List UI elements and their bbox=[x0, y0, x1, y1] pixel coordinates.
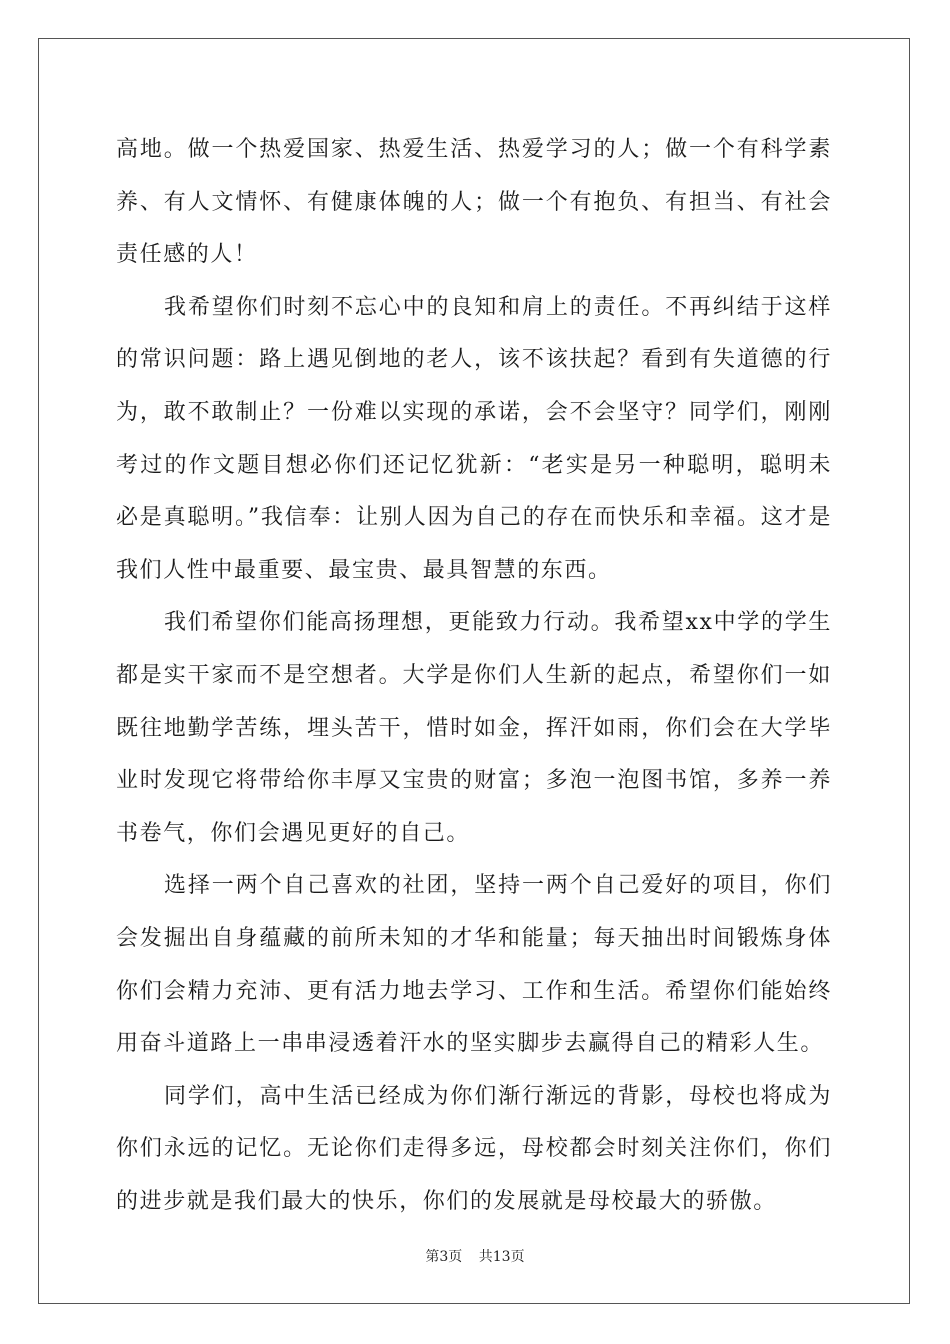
paragraph-3: 我们希望你们能高扬理想，更能致力行动。我希望xx中学的学生都是实干家而不是空想者。大学是你们人生新的起点，希望你们一如既往地勤学苦练，埋头苦干，惜时如金，挥汗如雨，你们会在大学毕业时发现它将带给你丰厚又宝贵的财富；多泡一泡图书馆，多养一养书卷气，你们会遇见更好的自己。 bbox=[116, 610, 832, 846]
page-number-current: 第3页 bbox=[425, 1249, 463, 1265]
paragraph-5: 同学们，高中生活已经成为你们渐行渐远的背影，母校也将成为你们永远的记忆。无论你们走得多远，母校都会时刻关注你们，你们的进步就是我们最大的快乐，你们的发展就是母校最大的骄傲。 bbox=[116, 1083, 832, 1214]
paragraph-2: 我希望你们时刻不忘心中的良知和肩上的责任。不再纠结于这样的常识问题：路上遇见倒地的老人，该不该扶起？看到有失道德的行为，敢不敢制止？一份难以实现的承诺，会不会坚守？同学们，刚刚考过的作文题目想必你们还记忆犹新：“老实是另一种聪明，聪明未必是真聪明。”我信奉：让别人因为自己的存在而快乐和幸福。这才是我们人性中最重要、最宝贵、最具智慧的东西。 bbox=[116, 294, 832, 583]
paragraph-4: 选择一两个自己喜欢的社团，坚持一两个自己爱好的项目，你们会发掘出自身蕴藏的前所未知的才华和能量；每天抽出时间锻炼身体你们会精力充沛、更有活力地去学习、工作和生活。希望你们能始终用奋斗道路上一串串浸透着汗水的坚实脚步去赢得自己的精彩人生。 bbox=[116, 873, 832, 1057]
paragraph-1: 高地。做一个热爱国家、热爱生活、热爱学习的人；做一个有科学素养、有人文情怀、有健康体魄的人；做一个有抱负、有担当、有社会责任感的人！ bbox=[116, 137, 832, 268]
document-body bbox=[116, 124, 832, 1228]
page-footer bbox=[0, 1246, 950, 1266]
page-number-total: 共13页 bbox=[478, 1249, 525, 1265]
